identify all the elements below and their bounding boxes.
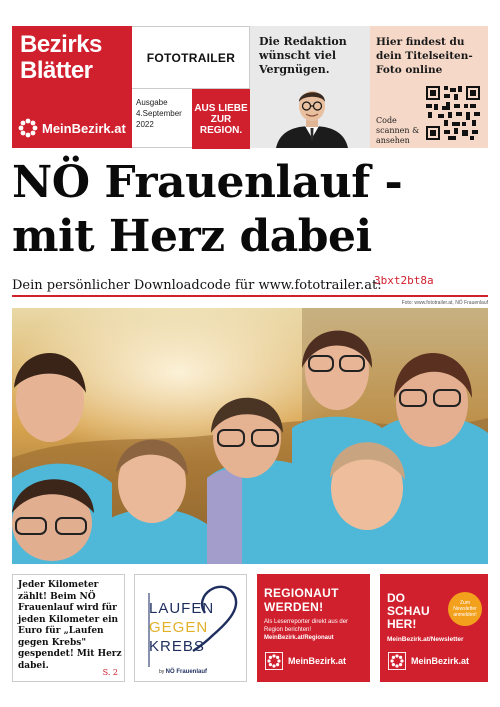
slogan-badge: AUS LIEBE ZUR REGION. (192, 89, 250, 149)
laufen-gegen-krebs-logo[interactable] (134, 574, 247, 682)
meinbezirk-flower-icon (388, 652, 406, 670)
main-headline: NÖ Frauenlauf - mit Herz dabei (12, 157, 403, 262)
code-scan-hint: Code scannen & ansehen (376, 116, 420, 145)
masthead (12, 26, 488, 148)
divider-line (12, 295, 488, 297)
kilometer-teaser-text: Jeder Kilometer zählt! Beim NÖ Frauenlauf wird für jeden Kilometer ein Euro für „Laufen gegen Krebs" gespendet! Mit Herz dabei. (18, 580, 122, 671)
editor-portrait (272, 82, 352, 148)
kilometer-teaser[interactable] (12, 574, 125, 682)
photo-credit: Foto: www.fototrailer.at, NÖ Frauenlauf (401, 300, 488, 306)
titelseite-online-text: Hier findest du dein Titelseiten-Foto online (376, 36, 473, 76)
regionaut-brand: MeinBezirk.at (265, 652, 346, 670)
download-label: Dein persönlicher Downloadcode für www.fototrailer.at: (12, 278, 382, 293)
regionaut-promo[interactable] (257, 574, 370, 682)
section-label: FOTOTRAILER (132, 27, 250, 89)
meinbezirk-flower-icon (18, 118, 38, 138)
logo-title: Bezirks Blätter (20, 31, 102, 84)
qr-code-icon[interactable] (426, 86, 480, 140)
regionaut-link[interactable]: MeinBezirk.at/Regionaut (264, 635, 334, 641)
titelseite-online-box[interactable] (370, 26, 488, 148)
laufen-word: LAUFEN (149, 600, 215, 617)
edition-date: Ausgabe 4.September 2022 (136, 98, 182, 129)
regionaut-title: REGIONAUT WERDEN! (264, 586, 339, 614)
krebs-word: KREBS (149, 638, 205, 655)
meinbezirk-brand: MeinBezirk.at (18, 118, 126, 138)
edition-info (132, 26, 250, 148)
download-code[interactable]: 3bxt2bt8a (374, 274, 434, 287)
cover-photo (12, 308, 488, 564)
laufen-by-line: by NÖ Frauenlauf (159, 669, 208, 675)
newsletter-brand: MeinBezirk.at (388, 652, 469, 670)
newsletter-promo[interactable] (380, 574, 488, 682)
gegen-word: GEGEN (149, 619, 209, 636)
meinbezirk-flower-icon (265, 652, 283, 670)
newsletter-title: DO SCHAU HER! (387, 591, 430, 631)
editor-greeting (250, 26, 370, 148)
page-reference: S. 2 (102, 668, 118, 677)
newsletter-signup-badge[interactable]: Zum Newsletter anmelden! (448, 592, 482, 626)
newsletter-link[interactable]: MeinBezirk.at/Newsletter (387, 636, 464, 643)
bezirksblaetter-logo[interactable] (12, 26, 132, 148)
editor-greeting-text: Die Redaktion wünscht viel Vergnügen. (259, 35, 347, 76)
regionaut-subtitle: Als Leserreporter direkt aus der Region berichten! MeinBezirk.at/Regionaut (264, 618, 364, 642)
